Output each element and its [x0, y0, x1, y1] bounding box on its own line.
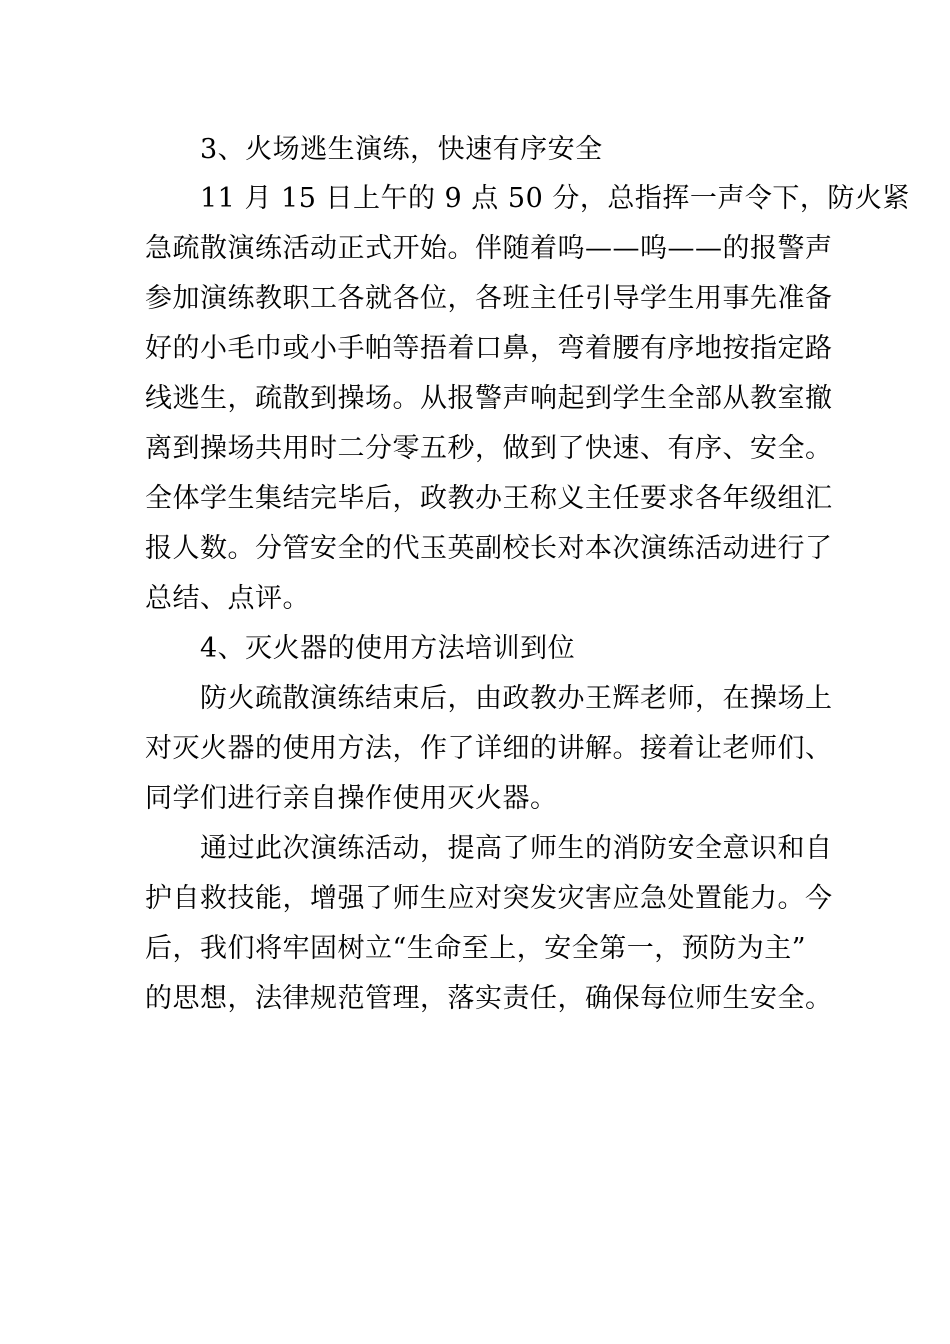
paragraph-line: 全体学生集结完毕后，政教办王称义主任要求各年级组汇	[145, 483, 833, 514]
paragraph-line: 对灭火器的使用方法，作了详细的讲解。接着让老师们、	[145, 733, 833, 764]
paragraph-line: 线逃生，疏散到操场。从报警声响起到学生全部从教室撤	[145, 383, 833, 414]
paragraph-line: 好的小毛巾或小手帕等捂着口鼻，弯着腰有序地按指定路	[145, 333, 833, 364]
section-heading-3: 3、火场逃生演练，快速有序安全	[200, 134, 603, 165]
section-heading-4: 4、灭火器的使用方法培训到位	[200, 633, 576, 664]
paragraph-line: 总结、点评。	[145, 583, 310, 614]
paragraph-line: 通过此次演练活动，提高了师生的消防安全意识和自	[200, 833, 833, 864]
paragraph-line: 参加演练教职工各就各位，各班主任引导学生用事先准备	[145, 283, 833, 314]
paragraph-line: 急疏散演练活动正式开始。伴随着呜——呜——的报警声	[145, 233, 833, 264]
paragraph-line: 报人数。分管安全的代玉英副校长对本次演练活动进行了	[145, 533, 833, 564]
paragraph-line: 的思想，法律规范管理，落实责任，确保每位师生安全。	[145, 983, 833, 1014]
paragraph-line: 离到操场共用时二分零五秒，做到了快速、有序、安全。	[145, 433, 833, 464]
paragraph-line: 11 月 15 日上午的 9 点 50 分，总指挥一声令下，防火紧	[200, 183, 910, 214]
paragraph-line: 护自救技能，增强了师生应对突发灾害应急处置能力。今	[145, 883, 833, 914]
paragraph-line: 防火疏散演练结束后，由政教办王辉老师，在操场上	[200, 683, 833, 714]
paragraph-line: 后，我们将牢固树立“生命至上，安全第一，预防为主”	[145, 933, 807, 964]
paragraph-line: 同学们进行亲自操作使用灭火器。	[145, 783, 558, 814]
